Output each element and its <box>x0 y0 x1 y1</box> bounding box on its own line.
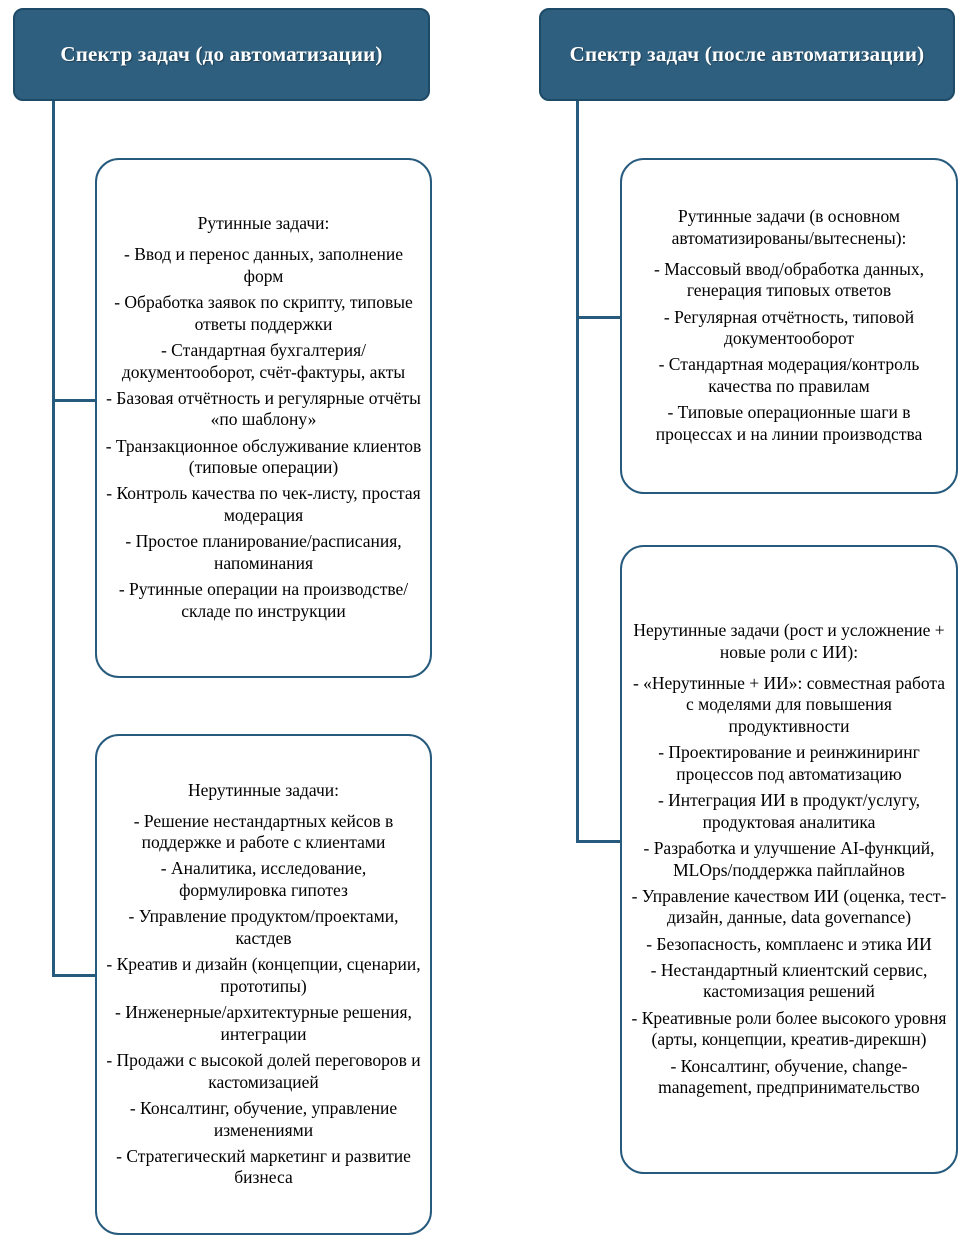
connector-right-branch-nonroutine <box>576 840 622 843</box>
task-list <box>105 806 422 1194</box>
task-item: - Стандартная модерация/контроль качества по правилам <box>658 354 920 397</box>
task-item: - Массовый ввод/обработка данных, генерация типовых ответов <box>654 258 924 301</box>
task-item: - Типовые операционные шаги в процессах и на линии производства <box>655 402 923 444</box>
task-item: - Аналитика, исследование, формулировка гипотез <box>160 858 367 901</box>
box-title: Нерутинные задачи: <box>188 779 339 800</box>
box-routine-before <box>95 158 432 678</box>
box-title: Рутинные задачи (в основном автоматизированы/вытеснены): <box>671 206 907 248</box>
box-nonroutine-after <box>620 545 958 1174</box>
task-item: - Решение нестандартных кейсов в поддержке и работе с клиентами <box>133 810 394 853</box>
task-list <box>105 240 422 628</box>
task-item: - «Нерутинные + ИИ»: совместная работа с моделями для повышения продуктивности <box>632 672 946 736</box>
task-item: - Креативные роли более высокого уровня (арты, концепции, креатив-дирекшн) <box>631 1007 947 1050</box>
task-item: - Транзакционное обслуживание клиентов (типовые операции) <box>105 435 422 478</box>
task-item: - Рутинные операции на производстве/складе по инструкции <box>118 579 409 621</box>
task-item: - Ввод и перенос данных, заполнение форм <box>124 244 403 286</box>
task-item: - Инженерные/архитектурные решения, интеграции <box>115 1002 412 1044</box>
task-item: - Продажи с высокой долей переговоров и кастомизацией <box>106 1049 421 1092</box>
task-item: - Контроль качества по чек-листу, простая модерация <box>106 483 421 526</box>
task-item: - Креатив и дизайн (концепции, сценарии, прототипы) <box>106 954 421 996</box>
task-item: - Разработка и улучшение AI-функций, MLOps/поддержка пайплайнов <box>643 837 935 880</box>
header-after-automation-label: Спектр задач (после автоматизации) <box>569 42 925 66</box>
header-before-automation-label: Спектр задач (до автоматизации) <box>60 42 383 66</box>
task-item: - Стратегический маркетинг и развитие бизнеса <box>116 1145 411 1188</box>
task-item: - Управление качеством ИИ (оценка, тест-дизайн, данные, data governance) <box>631 885 947 928</box>
connector-right-branch-routine <box>576 316 622 319</box>
box-nonroutine-before <box>95 734 432 1235</box>
task-item: - Нестандартный клиентский сервис, кастомизация решений <box>650 959 928 1002</box>
connector-right-vertical <box>576 101 579 843</box>
task-item: - Простое планирование/расписания, напоминания <box>125 531 402 574</box>
task-item: - Консалтинг, обучение, change-management, предпринимательство <box>658 1055 920 1098</box>
task-item: - Безопасность, комплаенс и этика ИИ <box>646 933 932 954</box>
box-title: Нерутинные задачи (рост и усложнение + новые роли с ИИ): <box>633 620 945 662</box>
connector-left-branch-routine <box>52 399 97 402</box>
task-item: - Обработка заявок по скрипту, типовые ответы поддержки <box>114 291 413 334</box>
task-item: - Стандартная бухгалтерия/документооборот, счёт-фактуры, акты <box>121 339 406 382</box>
connector-left-vertical <box>52 101 55 977</box>
task-item: - Консалтинг, обучение, управление изменениями <box>129 1097 398 1140</box>
task-item: - Базовая отчётность и регулярные отчёты «по шаблону» <box>106 387 421 430</box>
task-list <box>630 254 948 450</box>
task-item: - Управление продуктом/проектами, кастдев <box>128 906 399 949</box>
task-item: - Интеграция ИИ в продукт/услугу, продуктовая аналитика <box>657 789 921 832</box>
box-title: Рутинные задачи: <box>197 213 330 234</box>
header-after-automation <box>539 8 955 101</box>
box-routine-after <box>620 158 958 494</box>
connector-left-branch-nonroutine <box>52 974 97 977</box>
task-item: - Регулярная отчётность, типовой документооборот <box>663 306 915 349</box>
header-before-automation <box>13 8 430 101</box>
task-item: - Проектирование и реинжиниринг процессов под автоматизацию <box>658 742 920 784</box>
task-list <box>630 668 948 1103</box>
